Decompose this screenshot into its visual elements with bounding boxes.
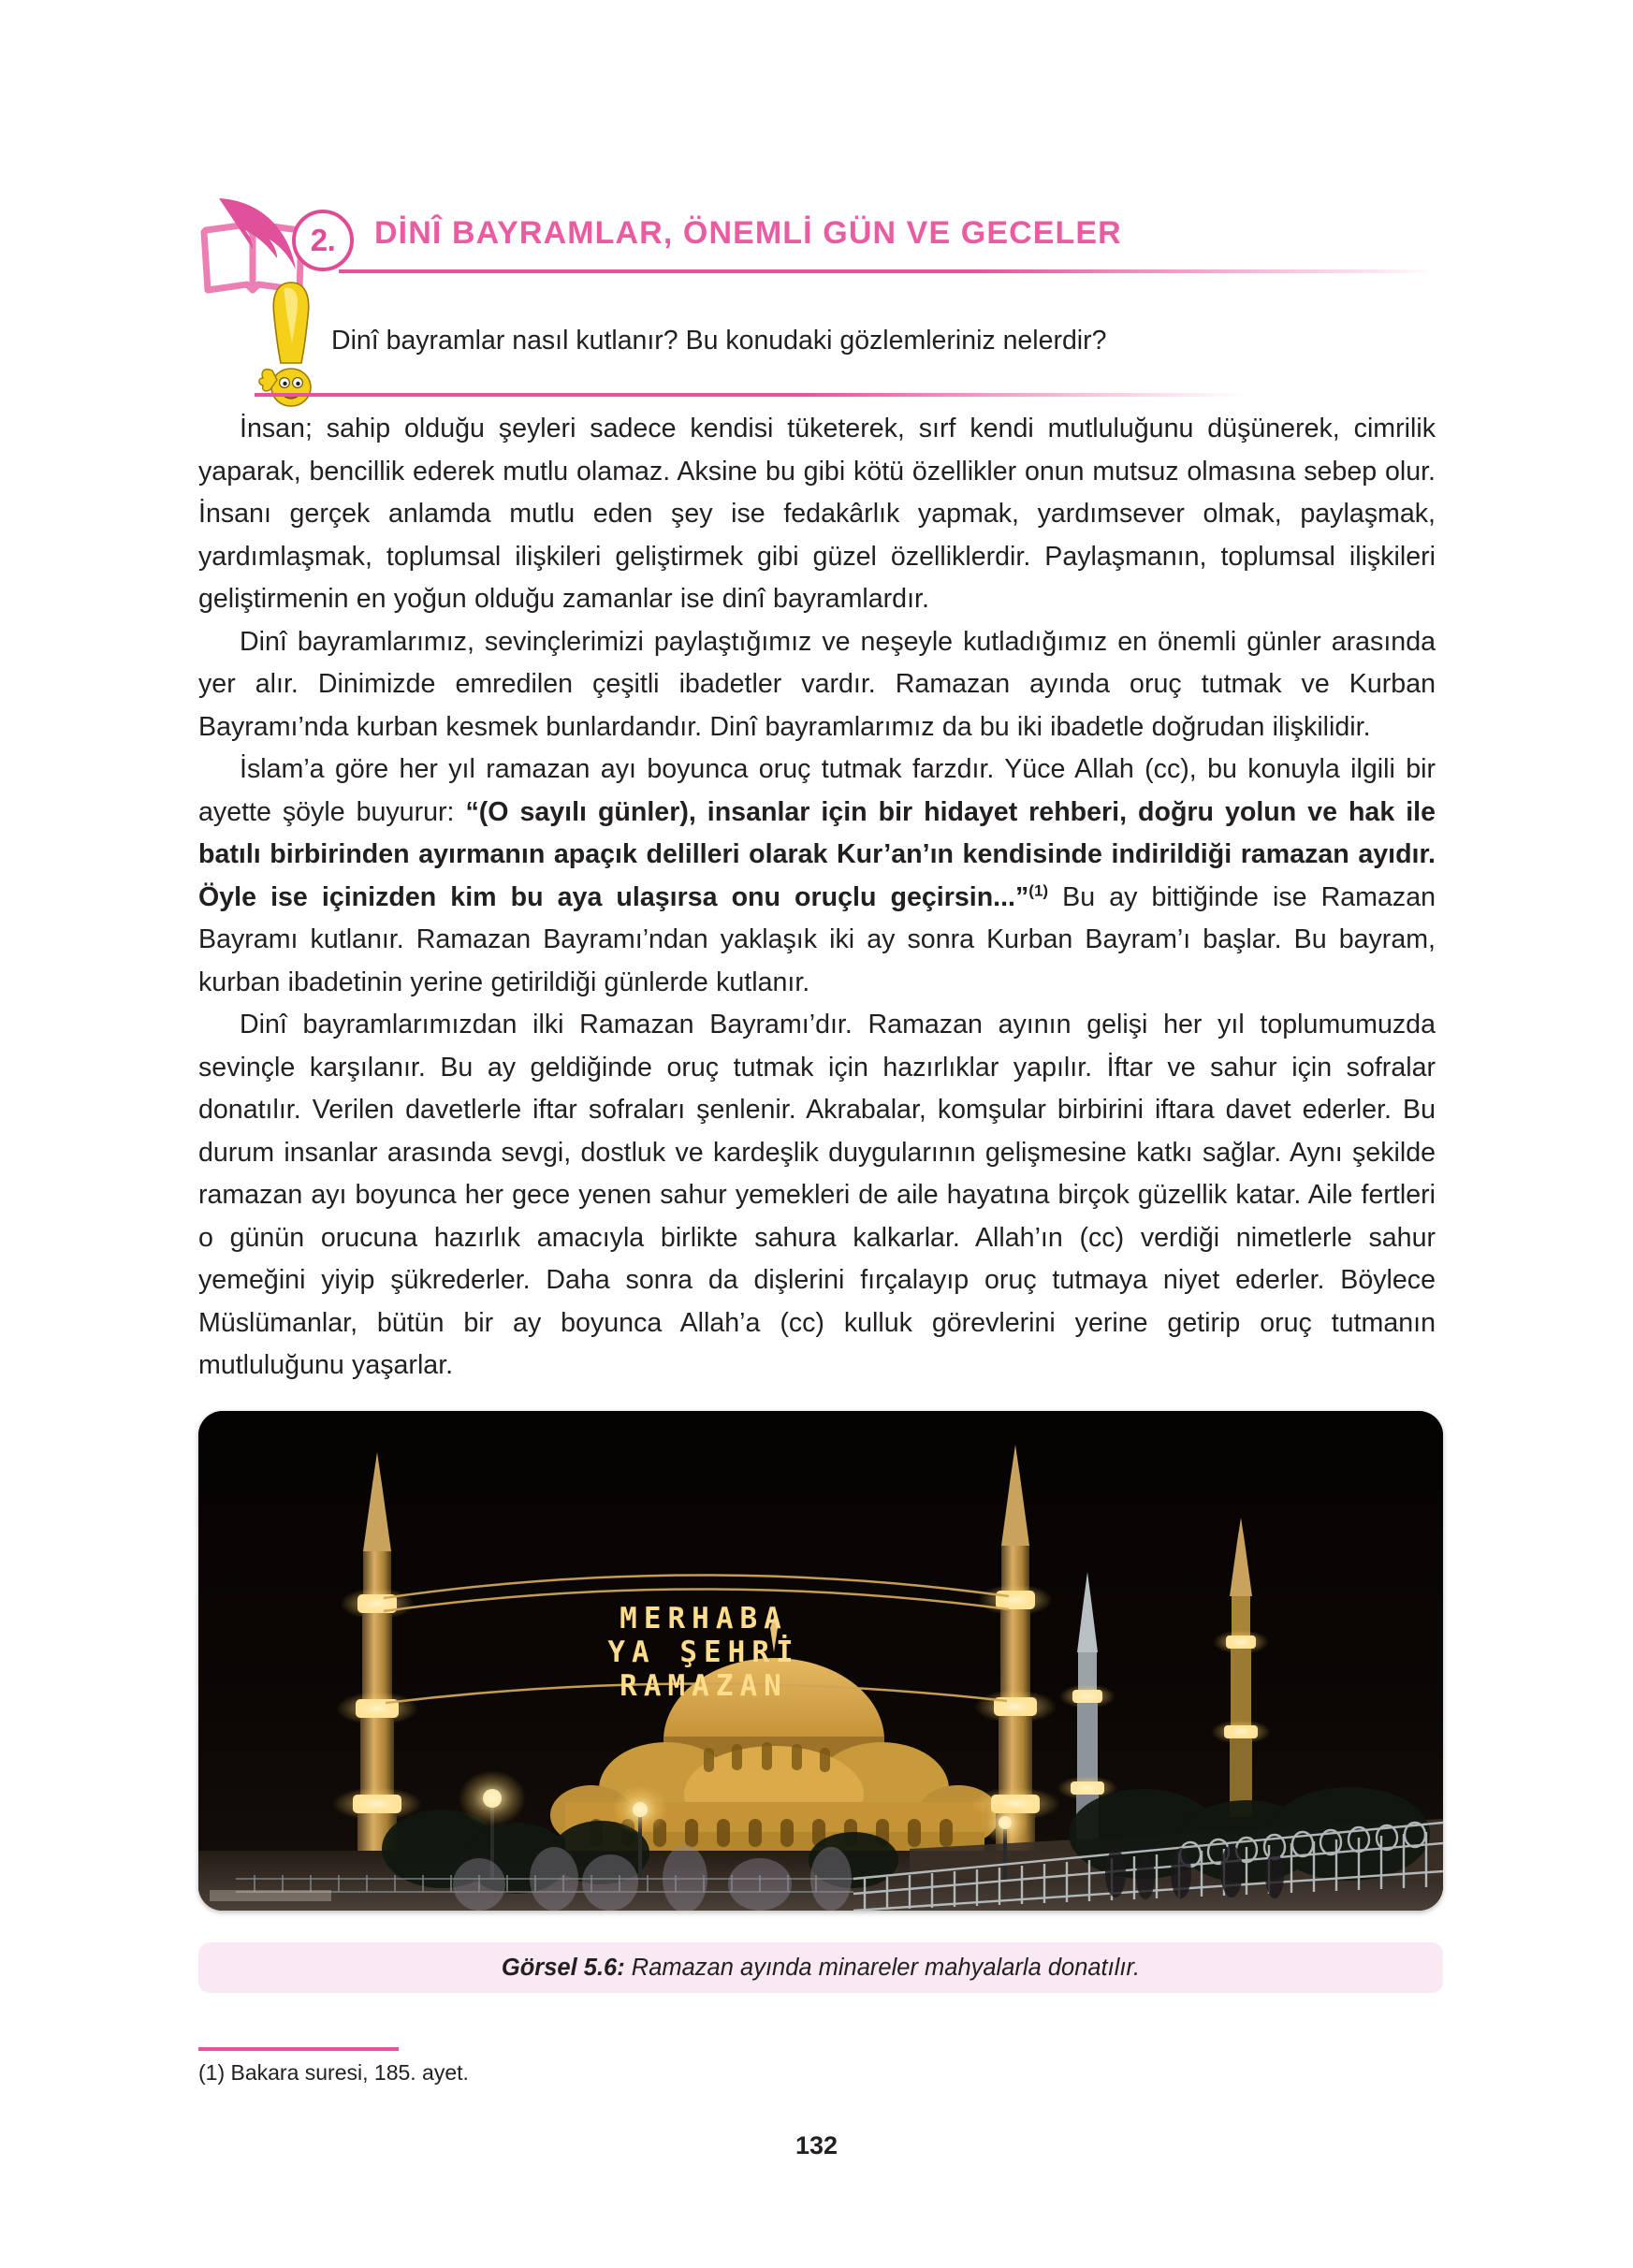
- question-box: [255, 292, 1284, 395]
- figure-caption: [198, 1942, 1443, 1993]
- quran-verse-quote: “(O sayılı günler), insanlar için bir hidayet rehberi, doğru yolun ve hak ile batılı birbirinden ayırmanın apaçık delilleri olarak Kur’an’ın kendisinde indirildiği ramazan ayıdır. Öyle ise içinizden kim bu aya ulaşırsa onu oruçlu geçirsin...”: [198, 796, 1436, 912]
- question-box-divider: [255, 393, 1247, 397]
- figure-caption-text: Ramazan ayında minareler mahyalarla donatılır.: [624, 1954, 1141, 1981]
- paragraph-3: [198, 749, 1436, 1004]
- footnote-marker: (1): [1028, 880, 1049, 899]
- paragraph-1: İnsan; sahip olduğu şeyleri sadece kendisi tüketerek, sırf kendi mutluluğunu düşünerek, cimrilik yaparak, bencillik ederek mutlu olamaz. Aksine bu gibi kötü özellikler onun mutsuz olmasına sebep olur. İnsanı gerçek anlamda mutlu eden şey ise fedakârlık yapmak, yardımsever olmak, paylaşmak, yardımlaşmak, toplumsal ilişkileri geliştirmek gibi güzel özelliklerdir. Paylaşmanın, toplumsal ilişkileri geliştirmenin en yoğun olduğu zamanlar ise dinî bayramlardır.: [198, 414, 1436, 614]
- article-body: [198, 408, 1436, 1388]
- section-title: DİNÎ BAYRAMLAR, ÖNEMLİ GÜN VE GECELER: [374, 215, 1122, 251]
- question-text: Dinî bayramlar nasıl kutlanır? Bu konudaki gözlemleriniz nelerdir?: [331, 326, 1107, 356]
- section-number: 2.: [310, 222, 336, 257]
- svg-text:RAMAZAN: RAMAZAN: [620, 1669, 788, 1703]
- svg-text:YA ŞEHRİ: YA ŞEHRİ: [607, 1636, 800, 1669]
- figure-image: [198, 1411, 1443, 1911]
- section-number-badge: [292, 210, 354, 271]
- paragraph-4: Dinî bayramlarımızdan ilki Ramazan Bayramı’dır. Ramazan ayının gelişi her yıl toplumumuzda sevinçle karşılanır. Bu ay geldiğinde oruç tutmak için hazırlıklar yapılır. İftar ve sahur için sofralar donatılır. Verilen davetlerle iftar sofraları şenlenir. Akrabalar, komşular birbirini iftara davet ederler. Bu durum insanlar arasında sevgi, dostluk ve kardeşlik duygularının gelişmesine katkı sağlar. Aynı şekilde ramazan ayı boyunca her gece yenen sahur yemekleri de aile hayatına birçok güzellik katar. Aile fertleri o günün orucuna hazırlık amacıyla birlikte sahura kalkarlar. Allah’ın (cc) verdiği nimetlerle sahur yemeğini yiyip şükrederler. Daha sonra da dişlerini fırçalayıp oruç tutmaya niyet ederler. Böylece Müslümanlar, bütün bir ay boyunca Allah’a (cc) kulluk görevlerini yerine getirip oruç tutmanın mutluluğunu yaşarlar.: [198, 1010, 1436, 1380]
- mahya-text: [607, 1602, 799, 1703]
- paragraph-3-intro: İslam’a göre her yıl ramazan ayı boyunca oruç tutmak farzdır. Yüce Allah (cc), bu konuyla ilgili bir ayette şöyle buyurur:: [198, 754, 1436, 827]
- footnote-divider: [198, 2047, 399, 2051]
- figure-caption-label: Görsel 5.6:: [501, 1954, 625, 1981]
- paragraph-3-rest: Bu ay bittiğinde ise Ramazan Bayramı kutlanır. Ramazan Bayramı’ndan yaklaşık iki ay sonra Kurban Bayram’ı başlar. Bu bayram, kurban ibadetinin yerine getirildiği günlerde kutlanır.: [198, 881, 1436, 997]
- title-divider: [339, 269, 1434, 273]
- page-number: 132: [795, 2131, 838, 2159]
- svg-text:MERHABA: MERHABA: [620, 1602, 788, 1636]
- footnote-text: (1) Bakara suresi, 185. ayet.: [198, 2060, 469, 2085]
- paragraph-2: Dinî bayramlarımız, sevinçlerimizi paylaştığımız ve neşeyle kutladığımız en önemli günler arasında yer alır. Dinimizde emredilen çeşitli ibadetler vardır. Ramazan ayında oruç tutmak ve Kurban Bayramı’nda kurban kesmek bunlardandır. Dinî bayramlarımız da bu iki ibadetle doğrudan ilişkilidir.: [198, 626, 1436, 742]
